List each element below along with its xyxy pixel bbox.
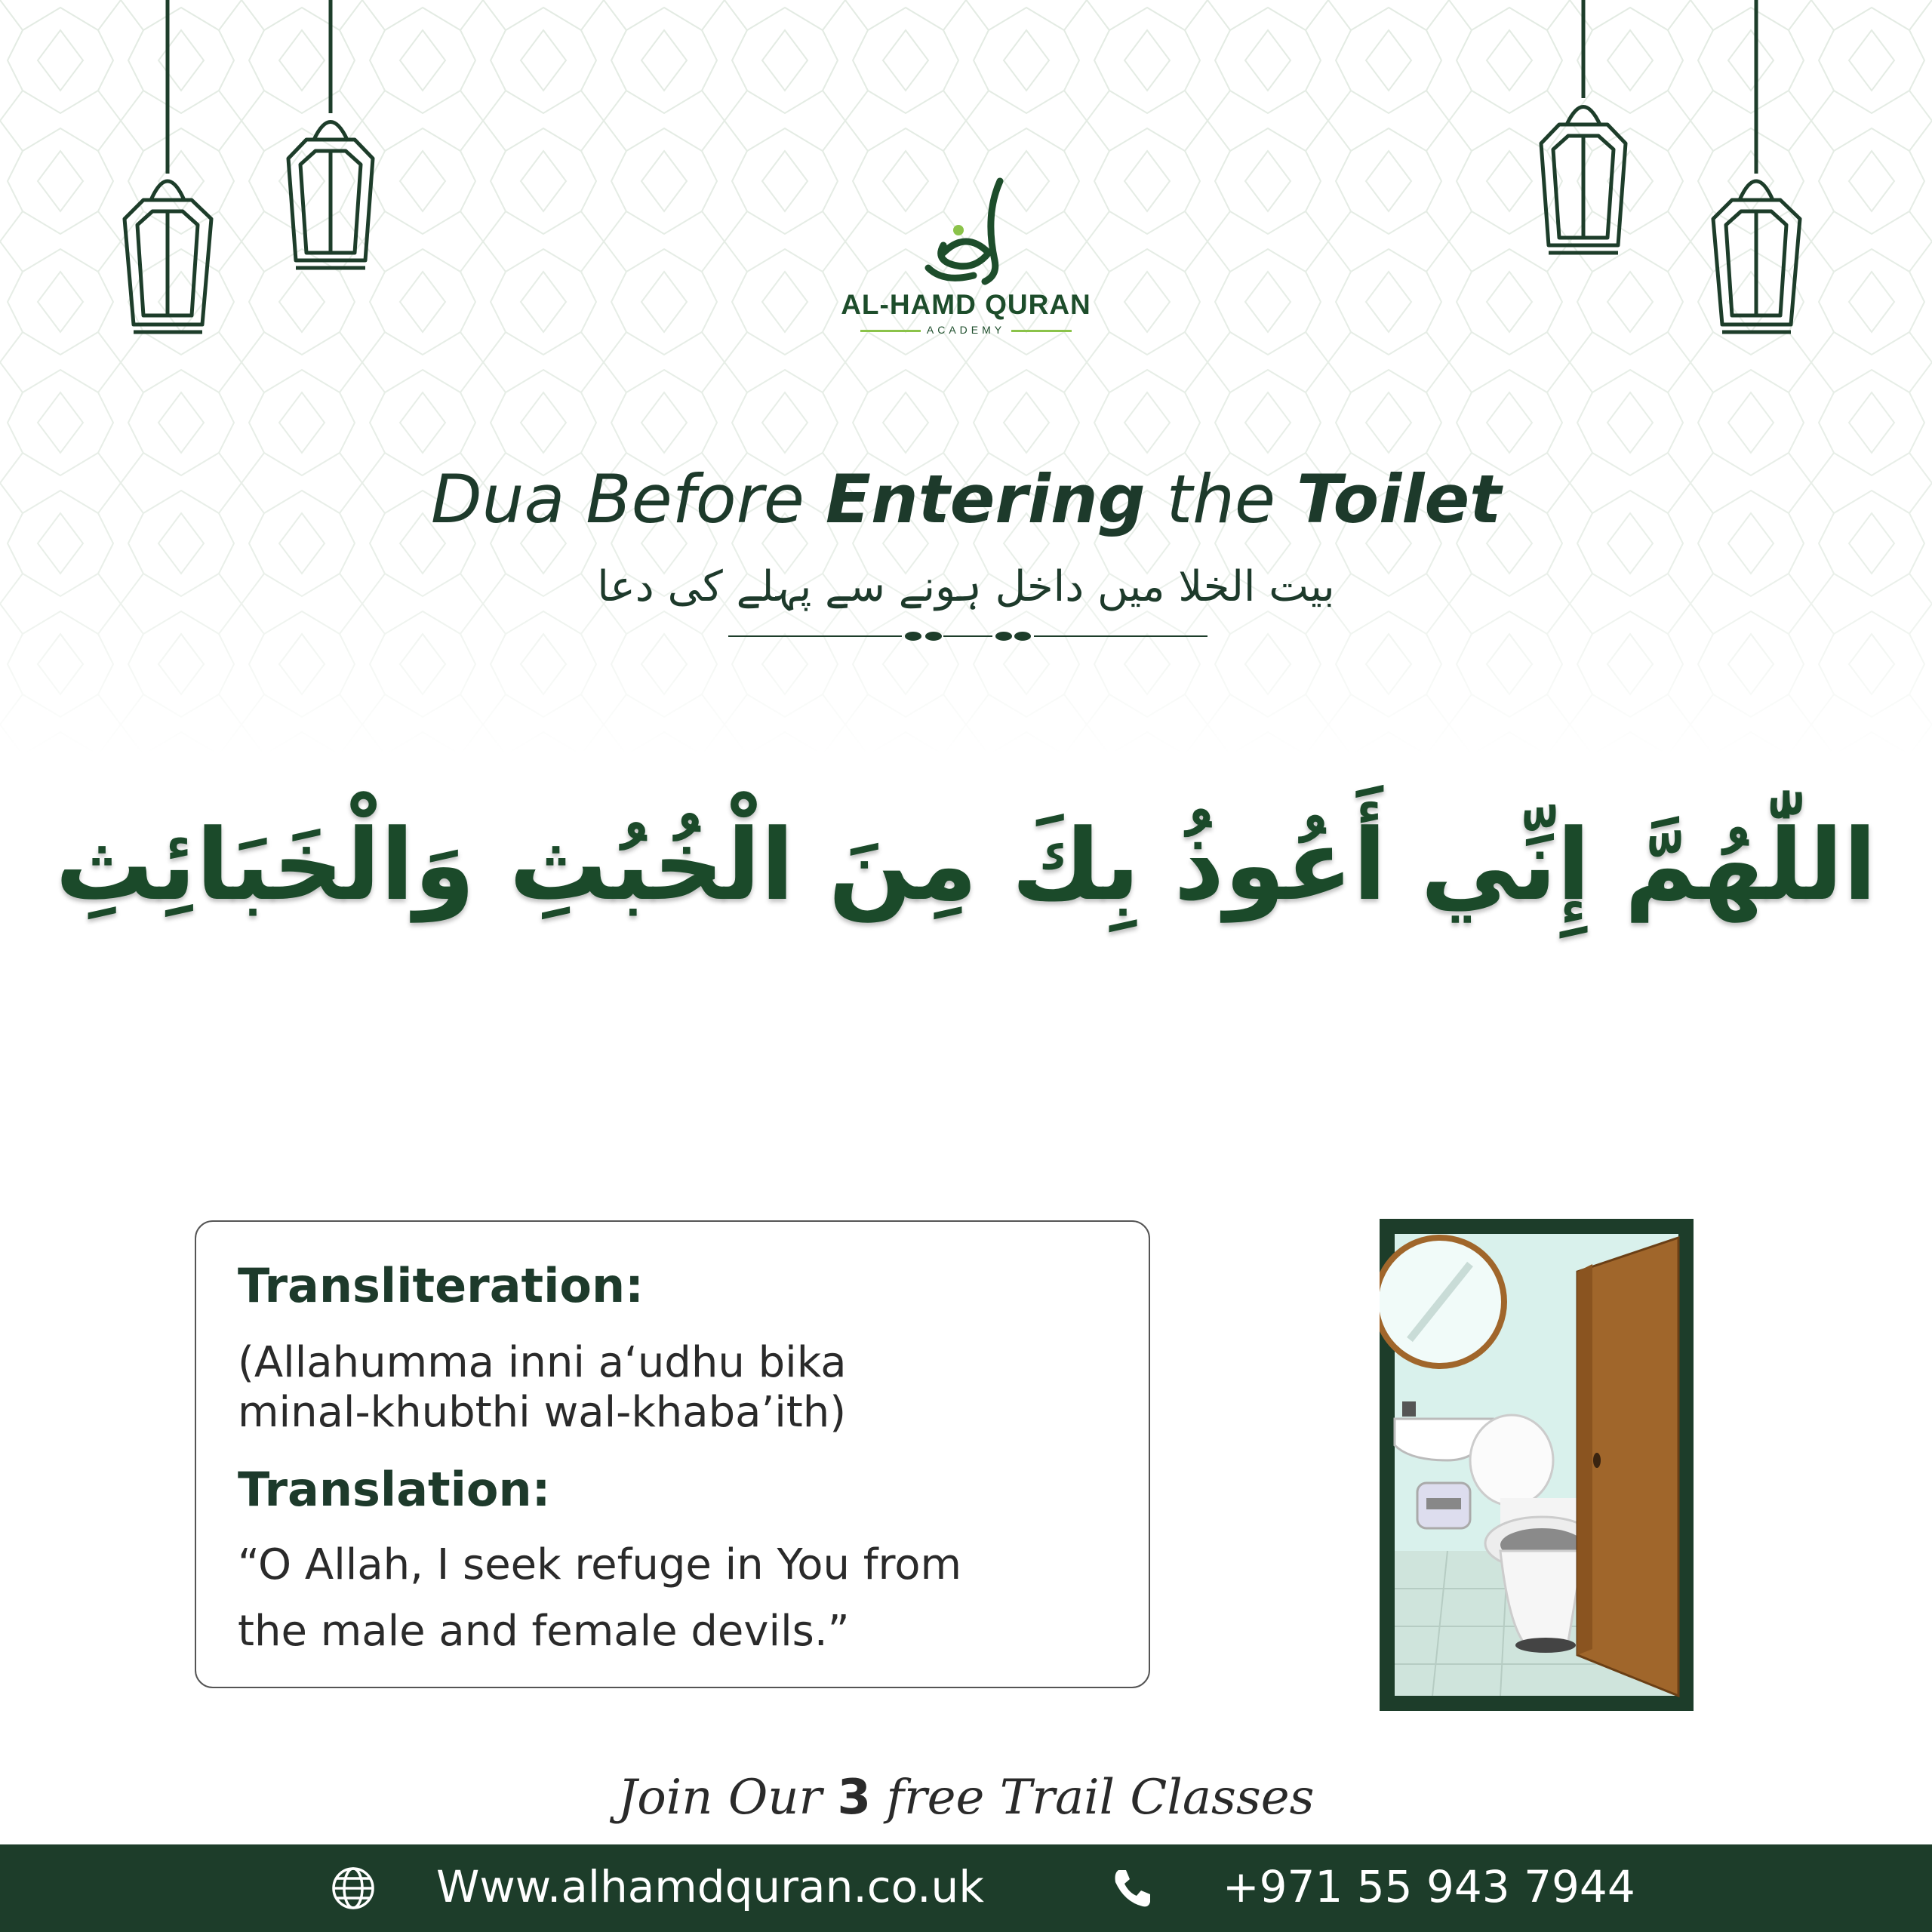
urdu-subtitle: بیت الخلا میں داخل ہونے سے پہلے کی دعا [597,562,1335,611]
bathroom-door-illustration [1380,1219,1694,1711]
transliteration-line-1: (Allahumma inni a‘udhu bika [238,1338,847,1387]
translation-line-1: “O Allah, I seek refuge in You from [238,1540,962,1589]
lantern-icon [1532,0,1638,264]
logo-calligraphy-icon [830,170,1102,291]
lantern-icon [279,0,385,279]
translation-heading: Translation: [238,1462,551,1517]
phone-icon [1109,1866,1155,1911]
title-part-1: Dua Before [430,460,826,538]
footer-bar [0,1844,1932,1932]
cta-number: 3 [837,1770,871,1826]
brand-name: AL-HAMD QURAN [841,289,1091,320]
lantern-icon [1702,0,1815,340]
transliteration-line-2: minal-khubthi wal-khaba’ith) [238,1388,847,1437]
title-part-2: Entering [825,460,1146,538]
title-part-3: the [1145,460,1297,538]
page-title [0,460,1932,538]
brand-logo [830,170,1102,343]
logo-rule-right [1011,330,1072,332]
arabic-dua: اللّٰهُمَّ إِنِّي أَعُوذُ بِكَ مِنَ الْخُبُثِ وَالْخَبَائِثِ [55,808,1877,922]
globe-icon [331,1866,376,1911]
brand-sub: ACADEMY [926,324,1006,336]
ornament-divider [728,625,1208,648]
title-part-4: Toilet [1296,460,1502,538]
cta-text[interactable] [0,1770,1932,1826]
transliteration-heading: Transliteration: [238,1258,644,1313]
cta-part-2: free Trail Classes [870,1770,1315,1826]
website-link[interactable]: Www.alhamdquran.co.uk [436,1861,984,1912]
translation-line-2: the male and female devils.” [238,1607,850,1656]
dua-card [195,1220,1150,1688]
lantern-icon [113,0,226,340]
phone-number[interactable]: +971 55 943 7944 [1223,1861,1635,1912]
cta-part-1: Join Our [617,1770,838,1826]
